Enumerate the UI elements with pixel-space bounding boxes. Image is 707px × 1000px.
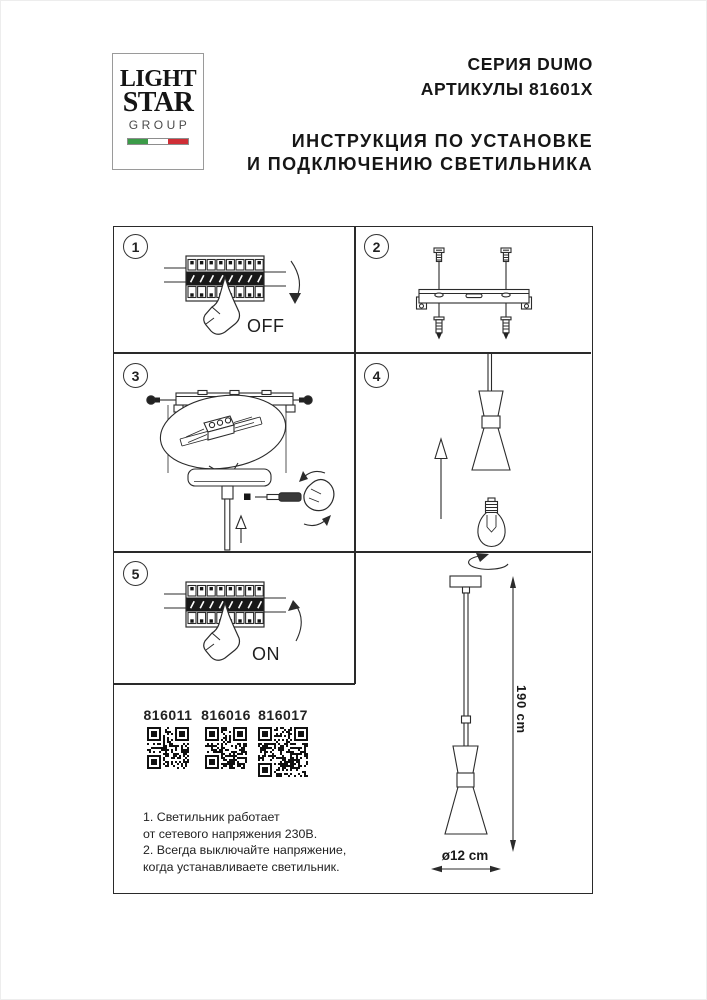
qr-code xyxy=(258,727,308,777)
logo-text-star: STAR xyxy=(122,87,194,118)
step-badge-2: 2 xyxy=(364,234,389,259)
qr-block-3 xyxy=(252,708,314,777)
instruction-title-line1: ИНСТРУКЦИЯ ПО УСТАНОВКЕ xyxy=(291,131,593,151)
step2-bracket-drawing xyxy=(417,248,532,340)
note-line-3: 2. Всегда выключайте напряжение, xyxy=(143,843,347,858)
qr-code xyxy=(205,727,247,769)
articles-title: АРТИКУЛЫ 81601X xyxy=(420,79,593,99)
step3-canopy-wiring-drawing xyxy=(147,388,334,550)
instruction-title-line2: И ПОДКЛЮЧЕНИЮ СВЕТИЛЬНИКА xyxy=(247,154,593,174)
height-dimension-label: 190 cm xyxy=(514,685,529,734)
flag-green xyxy=(128,139,148,144)
logo-text-light: LIGHT xyxy=(119,66,197,92)
step-badge-1: 1 xyxy=(123,234,148,259)
qr-article-1: 816011 xyxy=(143,707,193,723)
series-title: СЕРИЯ DUMO xyxy=(467,54,593,74)
technical-drawings xyxy=(114,227,591,892)
off-label: OFF xyxy=(247,316,285,336)
flag-red xyxy=(168,139,188,144)
note-line-2: от сетевого напряжения 230В. xyxy=(143,826,318,841)
on-label: ON xyxy=(252,644,280,664)
step-badge-5: 5 xyxy=(123,561,148,586)
step-badge-3: 3 xyxy=(123,363,148,388)
lamp-dimension-drawing xyxy=(431,576,516,872)
flag-white xyxy=(148,139,168,144)
qr-article-3: 816017 xyxy=(258,707,308,723)
header-titles xyxy=(247,52,593,176)
diameter-dimension-label: ø12 cm xyxy=(441,848,489,863)
note-line-1: 1. Светильник работает xyxy=(143,810,280,824)
lightstar-logo xyxy=(112,53,204,170)
steps-grid xyxy=(113,226,593,894)
step5-breaker-on-drawing xyxy=(164,582,301,660)
note-line-4: когда устанавливаете светильник. xyxy=(143,859,340,874)
qr-code xyxy=(147,727,189,769)
italian-flag-icon xyxy=(127,138,189,145)
qr-block-1 xyxy=(138,708,198,769)
qr-article-2: 816016 xyxy=(201,707,251,723)
step-badge-4: 4 xyxy=(364,363,389,388)
logo-text-group: GROUP xyxy=(128,118,191,132)
step4-shade-bulb-drawing xyxy=(435,353,510,569)
safety-notes xyxy=(143,809,346,875)
qr-block-2 xyxy=(196,708,256,769)
